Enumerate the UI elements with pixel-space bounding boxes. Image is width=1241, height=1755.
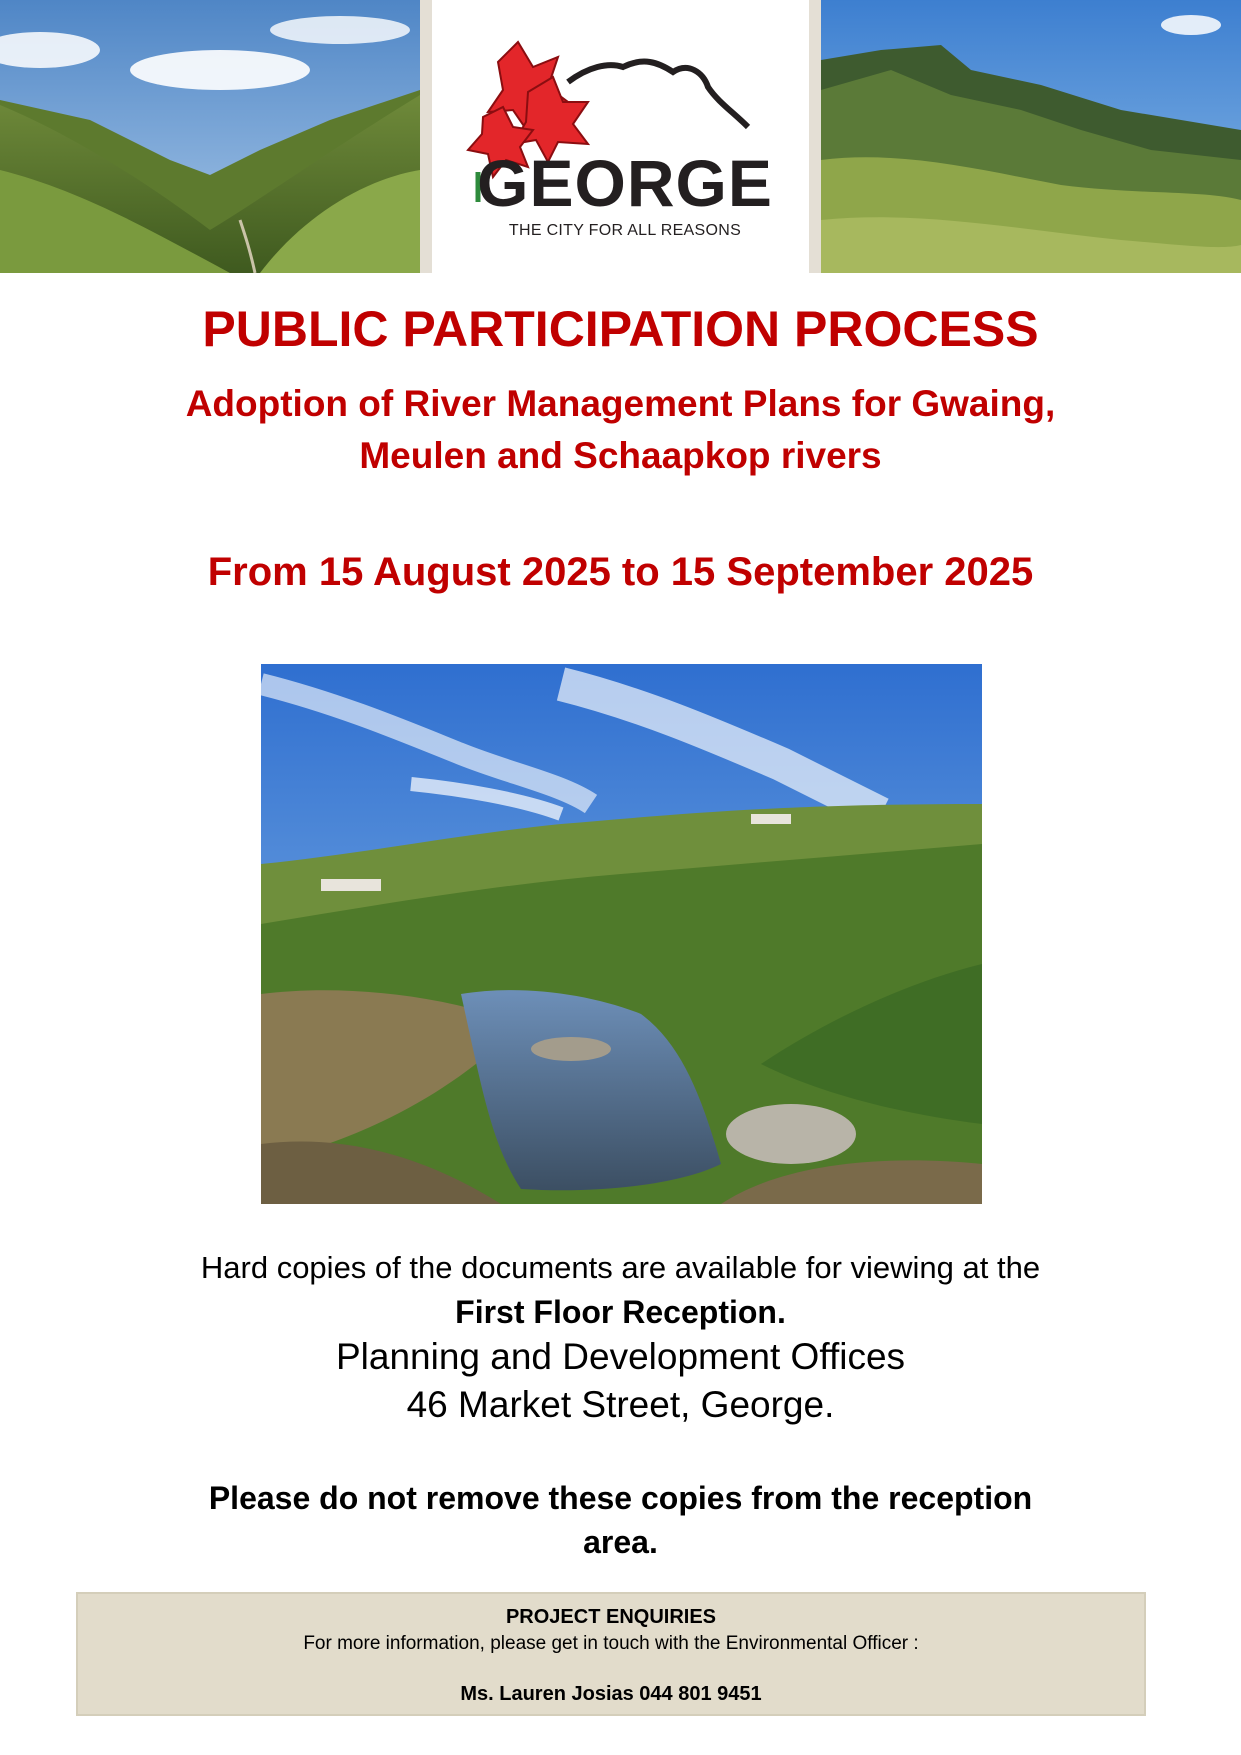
participation-dates: From 15 August 2025 to 15 September 2025 — [207, 550, 1034, 594]
river-photo — [261, 664, 982, 1204]
logo-wordmark: GEORGE — [477, 146, 773, 220]
info-availability: Hard copies of the documents are available for viewing at the — [200, 1250, 1041, 1285]
banner-right-mountains — [821, 0, 1241, 273]
info-reception: First Floor Reception. — [455, 1294, 786, 1330]
enquiries-text: For more information, please get in touch with the Environmental Officer : — [303, 1633, 919, 1654]
enquiries-contact: Ms. Lauren Josias 044 801 9451 — [460, 1683, 762, 1705]
banner-divider-right — [809, 0, 821, 273]
subtitle-line-2: Meulen and Schaapkop rivers — [359, 435, 882, 476]
logo-tagline: THE CITY FOR ALL REASONS — [508, 222, 742, 239]
banner-left-mountains — [0, 0, 420, 273]
project-enquiries-box — [76, 1592, 1146, 1716]
banner-divider-left — [420, 0, 432, 273]
subtitle-line-1: Adoption of River Management Plans for Gwaing, — [185, 383, 1056, 424]
info-offices: Planning and Development Offices — [335, 1336, 906, 1377]
warning-line-1: Please do not remove these copies from the reception — [208, 1480, 1033, 1516]
george-logo — [432, 0, 809, 273]
notice-subtitle — [40, 378, 1201, 482]
info-address: 46 Market Street, George. — [406, 1384, 835, 1425]
warning-line-2: area. — [583, 1524, 658, 1560]
enquiries-heading: PROJECT ENQUIRIES — [505, 1606, 717, 1628]
removal-warning — [120, 1476, 1121, 1564]
notice-title: PUBLIC PARTICIPATION PROCESS — [202, 301, 1039, 357]
